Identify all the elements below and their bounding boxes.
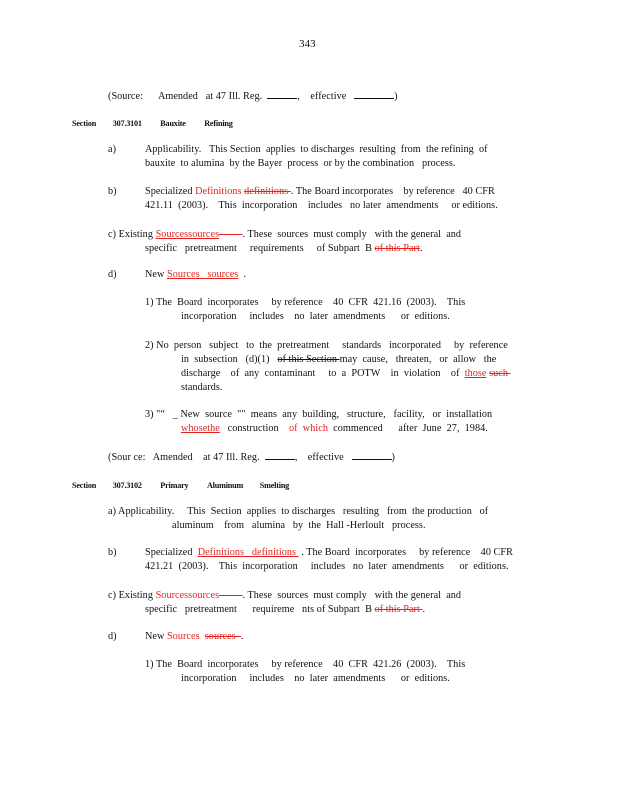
paragraph-line: Specialized Definitions definitions . The Board incorporates by reference 40 CFR <box>145 547 513 558</box>
paragraph-line: Applicability. This Section applies to discharges resulting from the refining of <box>145 144 488 155</box>
paragraph-line: 1) The Board incorporates by reference 40 CFR 421.26 (2003). This <box>145 659 466 670</box>
subsection-marker: b) <box>108 547 117 558</box>
inserted-text: of which <box>289 423 328 434</box>
subsection-marker: d) <box>108 269 117 280</box>
subsection-marker: b) <box>108 186 117 197</box>
paragraph-line: standards. <box>181 382 223 393</box>
paragraph-line: 2) No person subject to the pretreatment standards incorporated by reference <box>145 340 508 351</box>
inserted-text: Sources <box>166 631 205 642</box>
paragraph-line: aluminum from alumina by the Hall -Herloult process. <box>172 520 426 531</box>
paragraph-line: c) Existing Sourcessources . These sources must comply with the general and <box>108 229 462 240</box>
subsection-marker: d) <box>108 631 117 642</box>
inserted-text: whosethe <box>181 423 220 434</box>
paragraph-line: Specialized Definitions definitions . The Board incorporates by reference 40 CFR <box>145 186 495 197</box>
deleted-text: of this Part <box>374 604 423 615</box>
paragraph-line: 421.11 (2003). This incorporation includes no later amendments or editions. <box>145 200 498 211</box>
paragraph-line: specific pretreatment requirements of Subpart B of this Part. <box>145 243 423 254</box>
source-note: (Sour ce: Amended at 47 Ill. Reg. , effective ) <box>108 452 395 463</box>
inserted-text: those <box>464 368 487 379</box>
deleted-text: such <box>489 368 511 379</box>
section-heading: Section 307.3101 Bauxite Refining <box>72 119 233 128</box>
deleted-text: sources <box>204 631 241 642</box>
paragraph-line: New Sources sources . <box>145 631 244 642</box>
deleted-text: definitions <box>244 186 291 197</box>
paragraph-line: specific pretreatment requireme nts of Subpart B of this Part . <box>145 604 426 615</box>
inserted-text: Definitions <box>195 186 242 197</box>
section-heading: Section 307.3102 Primary Aluminum Smelting <box>72 481 290 490</box>
paragraph-line: 1) The Board incorporates by reference 40 CFR 421.16 (2003). This <box>145 297 466 308</box>
paragraph-line: New Sources sources . <box>145 269 247 280</box>
deleted-text: of this Section <box>277 354 340 365</box>
deleted-text: of this Part <box>374 243 420 254</box>
paragraph-line: incorporation includes no later amendments or editions. <box>181 311 450 322</box>
paragraph-line: in subsection (d)(1) of this Section may cause, threaten, or allow the <box>181 354 497 365</box>
paragraph-line: c) Existing Sourcessources . These sources must comply with the general and <box>108 590 462 601</box>
paragraph-line: discharge of any contaminant to a POTW in violation of those such <box>181 368 511 379</box>
inserted-text: Sourcessources <box>155 590 220 601</box>
paragraph-line: a) Applicability. This Section applies to discharges resulting from the production of <box>108 506 489 517</box>
paragraph-line: incorporation includes no later amendments or editions. <box>181 673 450 684</box>
inserted-text: Sourcessources <box>155 229 220 240</box>
paragraph-line: 3) "“ _ New source "" means any building, structure, facility, or installation <box>145 409 493 420</box>
page-number: 343 <box>299 38 316 50</box>
paragraph-line: 421.21 (2003). This incorporation includes no later amendments or editions. <box>145 561 509 572</box>
inserted-text: Sources sources <box>166 269 239 280</box>
paragraph-line: bauxite to alumina by the Bayer process or by the combination process. <box>145 158 456 169</box>
inserted-text: Definitions definitions <box>197 547 299 558</box>
paragraph-line: whosethe construction of which commenced after June 27, 1984. <box>181 423 488 434</box>
subsection-marker: a) <box>108 144 117 155</box>
source-note: (Source: Amended at 47 Ill. Reg. , effective ) <box>108 91 398 102</box>
